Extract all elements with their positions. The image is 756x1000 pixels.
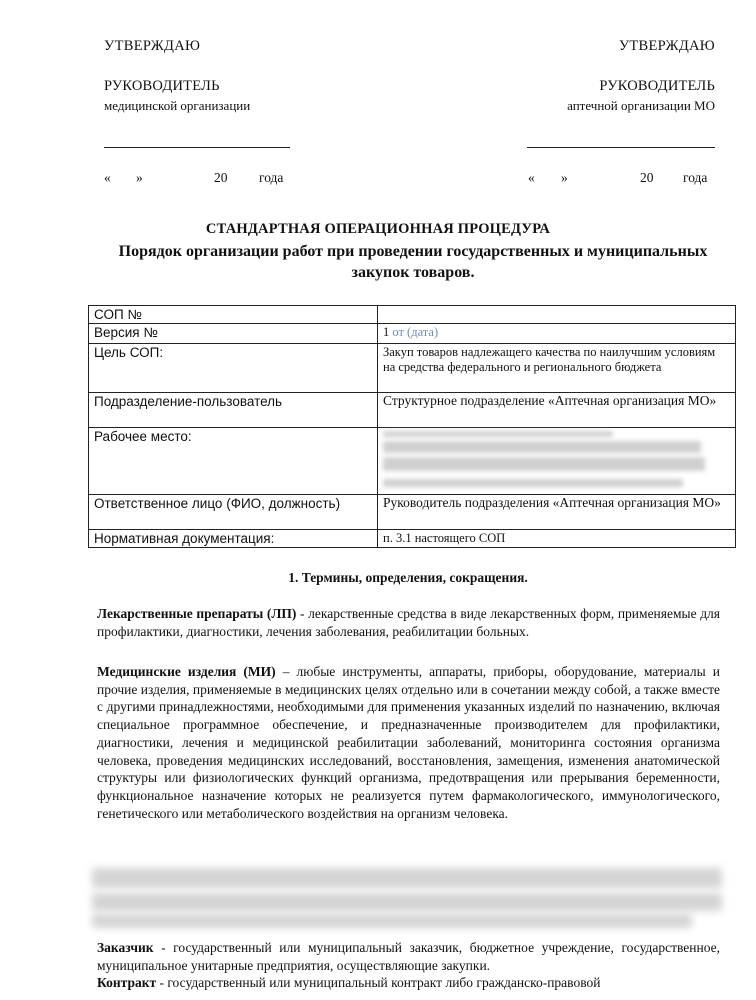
table-row xyxy=(89,306,736,324)
definition-text: государственный или муниципальный контракт либо гражданско-правовой xyxy=(167,975,601,990)
table-row xyxy=(89,344,736,393)
table-row xyxy=(89,324,736,344)
section-heading: 1. Термины, определения, сокращения. xyxy=(288,570,528,585)
row-value: Закуп товаров надлежащего качества по наилучшим условиям на средства федерального и регионального бюджета xyxy=(378,344,736,393)
definition-paragraph xyxy=(97,939,720,974)
definition-paragraph xyxy=(97,663,720,822)
redacted-text xyxy=(383,479,683,487)
row-value xyxy=(378,306,736,324)
row-label: Ответственное лицо (ФИО, должность) xyxy=(89,495,378,530)
row-label: Цель СОП: xyxy=(89,344,378,393)
definition-separator: - xyxy=(296,606,309,621)
document-type-title: СТАНДАРТНАЯ ОПЕРАЦИОННАЯ ПРОЦЕДУРА xyxy=(205,221,551,237)
definition-paragraph xyxy=(97,605,720,640)
approve-label: УТВЕРЖДАЮ xyxy=(618,38,715,54)
quote-close: » xyxy=(136,170,143,185)
version-date: от (дата) xyxy=(392,325,439,339)
version-number: 1 xyxy=(383,325,390,339)
organization-label: медицинской организации xyxy=(104,98,251,113)
row-label: Версия № xyxy=(89,324,378,344)
quote-close: » xyxy=(561,170,568,185)
redacted-paragraph xyxy=(92,893,722,911)
definition-term: Медицинские изделия (МИ) xyxy=(97,664,276,679)
definition-text: любые инструменты, аппараты, приборы, оборудование, материалы и прочие изделия, применяемые в медицинских целях отдельно или в сочетании между собой, а также вместе с другими принадлежностями, необходимыми для применения указанных изделий по назначению, включая специальное программное обеспечение, и предназначенные производителем для профилактики, диагностики, лечения и медицинской реабилитации заболеваний, мониторинга состояния организма человека, проведения медицинских исследований, восстановления, замещения, изменения анатомической структуры или физиологических функций организма, предотвращения или прерывания беременности, функциональное назначение которых не реализуется путем фармакологического, иммунологического, генетического или метаболического воздействия на организм человека. xyxy=(97,664,720,821)
definition-separator: - xyxy=(153,940,174,955)
year-word: года xyxy=(683,170,708,185)
definition-separator: - xyxy=(156,975,168,990)
year-prefix: 20 xyxy=(640,170,654,185)
document-subject-title: Порядок организации работ при проведении государственных и муниципальных закупок товаров. xyxy=(118,243,708,281)
row-value: Структурное подразделение «Аптечная организация МО» xyxy=(378,393,736,428)
row-label: СОП № xyxy=(89,306,378,324)
approve-label: УТВЕРЖДАЮ xyxy=(104,38,201,54)
position-label: РУКОВОДИТЕЛЬ xyxy=(104,78,220,94)
redacted-text xyxy=(383,431,613,437)
redacted-paragraph xyxy=(92,914,692,928)
table-row xyxy=(89,393,736,428)
redacted-text xyxy=(383,441,701,453)
year-prefix: 20 xyxy=(214,170,228,185)
definition-text: лекарственные средства в виде лекарственных форм, применяемые для профилактики, диагностики, лечения заболевания, реабилитации больных. xyxy=(97,606,721,639)
row-value: Руководитель подразделения «Аптечная организация МО» xyxy=(378,495,736,530)
table-row xyxy=(89,530,736,548)
redacted-paragraph xyxy=(92,868,722,888)
definition-term: Заказчик xyxy=(97,940,154,955)
row-label: Подразделение-пользователь xyxy=(89,393,378,428)
row-value-cell xyxy=(378,324,736,344)
table-row xyxy=(89,428,736,495)
year-word: года xyxy=(259,170,284,185)
definition-text: государственный или муниципальный заказчик, бюджетное учреждение, государственное, муниципальное унитарные предприятия, осуществляющие закупки. xyxy=(97,940,720,973)
row-label: Нормативная документация: xyxy=(89,530,378,548)
row-label: Рабочее место: xyxy=(89,428,378,495)
organization-label: аптечной организации МО xyxy=(567,98,715,113)
signature-line xyxy=(527,147,715,148)
definition-term: Лекарственные препараты (ЛП) xyxy=(97,606,297,621)
definition-paragraph xyxy=(97,974,720,992)
quote-open: « xyxy=(528,170,535,185)
table-row xyxy=(89,495,736,530)
signature-line xyxy=(104,147,290,148)
row-value: п. 3.1 настоящего СОП xyxy=(378,530,736,548)
redacted-workplace xyxy=(378,428,736,495)
definition-separator: – xyxy=(275,664,297,679)
quote-open: « xyxy=(104,170,111,185)
definition-term: Контракт xyxy=(97,975,157,990)
position-label: РУКОВОДИТЕЛЬ xyxy=(599,78,715,94)
sop-info-table xyxy=(88,305,736,548)
redacted-text xyxy=(383,457,705,471)
